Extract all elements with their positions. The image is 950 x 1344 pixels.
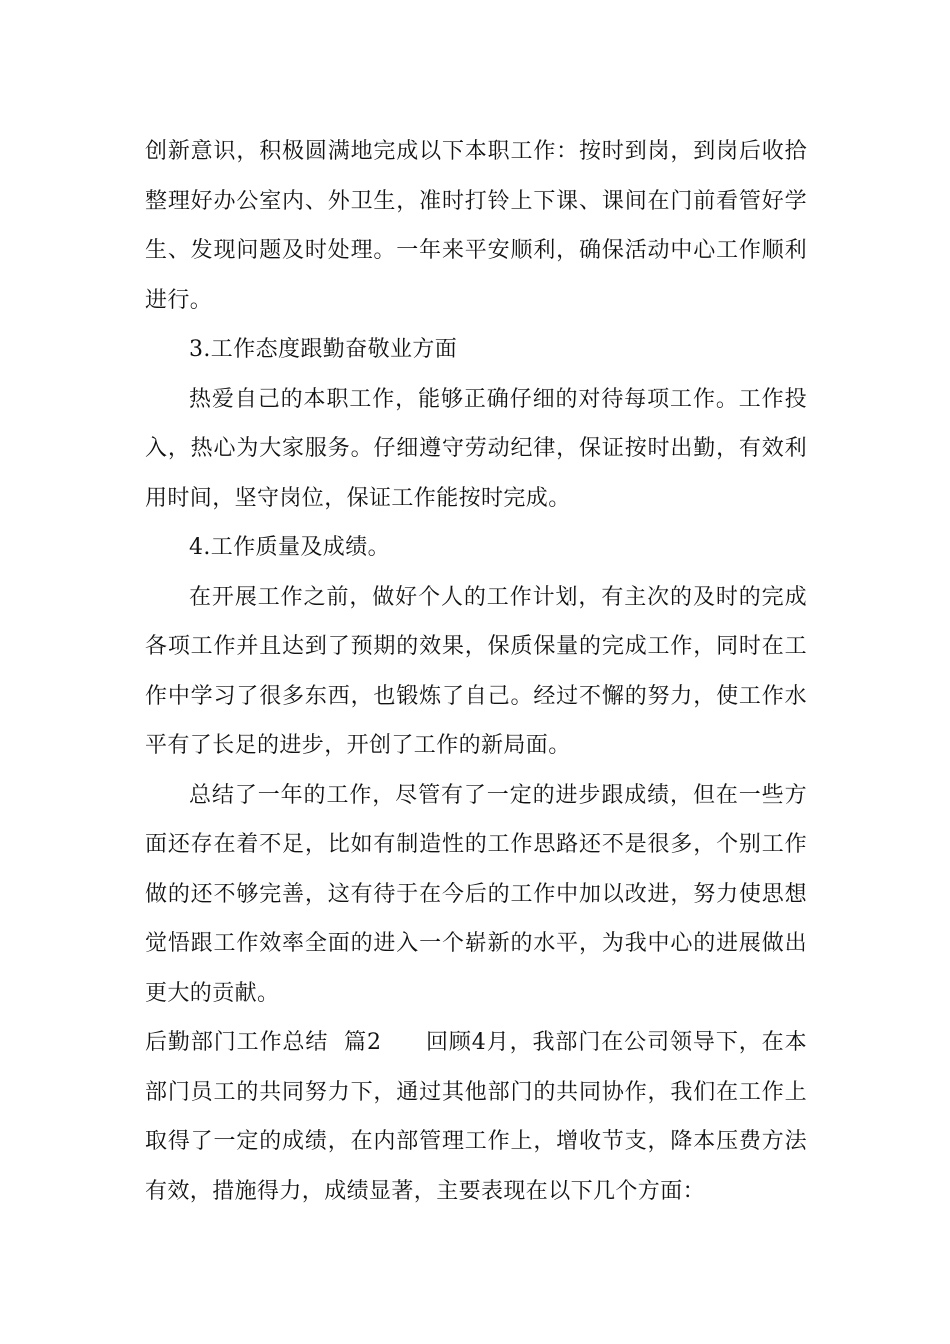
paragraph-continuation: 创新意识，积极圆满地完成以下本职工作：按时到岗，到岗后收拾整理好办公室内、外卫生，准时打铃上下课、课间在门前看管好学生、发现问题及时处理。一年来平安顺利，确保活动中心工作顺利进行。: [145, 139, 807, 313]
document-body: [145, 127, 807, 1216]
paragraph-work-attitude: 热爱自己的本职工作，能够正确仔细的对待每项工作。工作投入，热心为大家服务。仔细遵守劳动纪律，保证按时出勤，有效利用时间，坚守岗位，保证工作能按时完成。: [145, 386, 807, 511]
section-heading-work-attitude: 3.工作态度跟勤奋敬业方面: [189, 337, 458, 362]
paragraph-work-quality: 在开展工作之前，做好个人的工作计划，有主次的及时的完成各项工作并且达到了预期的效果，保质保量的完成工作，同时在工作中学习了很多东西，也锻炼了自己。经过不懈的努力，使工作水平有了长足的进步，开创了工作的新局面。: [145, 584, 807, 758]
section2-body: 回顾4月，我部门在公司领导下，在本部门员工的共同努力下，通过其他部门的共同协作，我们在工作上取得了一定的成绩，在内部管理工作上，增收节支，降本压费方法有效，措施得力，成绩显著，主要表现在以下几个方面：: [145, 1030, 807, 1204]
section2-paragraph: [145, 1018, 807, 1216]
paragraph-summary: 总结了一年的工作，尽管有了一定的进步跟成绩，但在一些方面还存在着不足，比如有制造性的工作思路还不是很多，个别工作做的还不够完善，这有待于在今后的工作中加以改进，努力使思想觉悟跟工作效率全面的进入一个崭新的水平，为我中心的进展做出更大的贡献。: [145, 782, 807, 1006]
section2-title: 后勤部门工作总结 篇2: [145, 1030, 382, 1055]
section-heading-work-quality: 4.工作质量及成绩。: [189, 535, 390, 560]
